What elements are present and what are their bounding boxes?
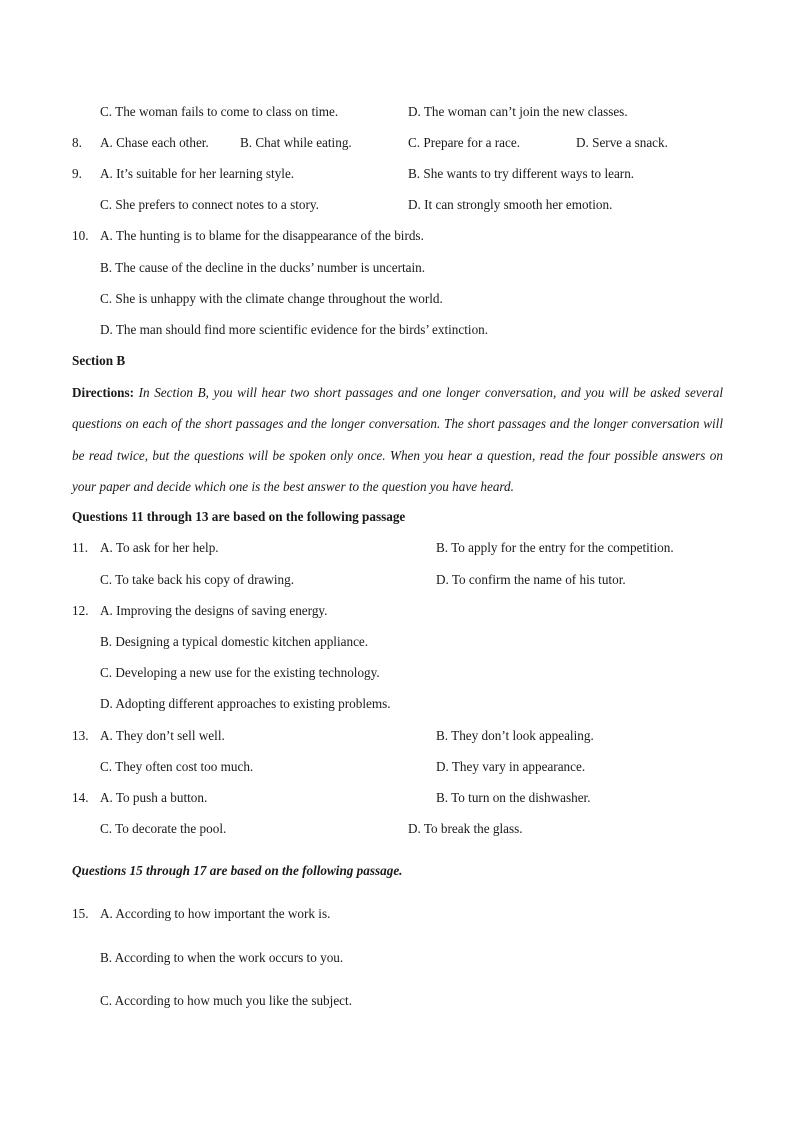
- q9-number: 9.: [72, 166, 82, 181]
- q10-option-a: A. The hunting is to blame for the disappearance of the birds.: [100, 228, 424, 243]
- q10-option-d: D. The man should find more scientific evidence for the birds’ extinction.: [100, 322, 489, 337]
- q11-option-a: A. To ask for her help.: [100, 540, 219, 555]
- q10-option-c: C. She is unhappy with the climate change throughout the world.: [100, 291, 443, 306]
- q11-option-c: C. To take back his copy of drawing.: [100, 572, 295, 587]
- q12-option-c: C. Developing a new use for the existing technology.: [100, 665, 380, 680]
- directions-label: Directions:: [72, 385, 135, 400]
- q15-option-a: A. According to how important the work is.: [100, 906, 331, 921]
- q14-option-a: A. To push a button.: [100, 790, 208, 805]
- q14-option-d: D. To break the glass.: [408, 821, 523, 836]
- q15-option-c: C. According to how much you like the subject.: [100, 993, 352, 1008]
- section-b-title: Section B: [72, 353, 126, 368]
- q11-option-d: D. To confirm the name of his tutor.: [436, 572, 626, 587]
- q7-option-c: C. The woman fails to come to class on time.: [100, 104, 339, 119]
- q9-option-b: B. She wants to try different ways to learn.: [408, 166, 635, 181]
- q11-number: 11.: [72, 540, 88, 555]
- q15-number: 15.: [72, 906, 89, 921]
- q12-option-a: A. Improving the designs of saving energy.: [100, 603, 328, 618]
- q12-option-d: D. Adopting different approaches to existing problems.: [100, 696, 391, 711]
- directions-text: In Section B, you will hear two short passages and one longer conversation, and you will be asked several questions on each of the short passages and the longer conversation. The short passages and the longer conversation will be read twice, but the questions will be spoken only once. When you hear a question, read the four possible answers on your paper and decide which one is the best answer to the question you have heard.: [72, 385, 723, 494]
- q8-option-b: B. Chat while eating.: [240, 135, 352, 150]
- q12-number: 12.: [72, 603, 89, 618]
- q13-option-b: B. They don’t look appealing.: [436, 728, 594, 743]
- q15-option-b: B. According to when the work occurs to you.: [100, 950, 344, 965]
- q14-option-c: C. To decorate the pool.: [100, 821, 227, 836]
- q7-option-d: D. The woman can’t join the new classes.: [408, 104, 628, 119]
- q12-option-b: B. Designing a typical domestic kitchen appliance.: [100, 634, 369, 649]
- q14-option-b: B. To turn on the dishwasher.: [436, 790, 591, 805]
- q13-option-c: C. They often cost too much.: [100, 759, 254, 774]
- q9-option-d: D. It can strongly smooth her emotion.: [408, 197, 613, 212]
- passage2-heading: Questions 15 through 17 are based on the following passage.: [72, 863, 403, 878]
- q8-number: 8.: [72, 135, 82, 150]
- q10-option-b: B. The cause of the decline in the ducks’ number is uncertain.: [100, 260, 426, 275]
- q9-option-c: C. She prefers to connect notes to a story.: [100, 197, 319, 212]
- q14-number: 14.: [72, 790, 89, 805]
- q13-option-d: D. They vary in appearance.: [436, 759, 586, 774]
- q9-option-a: A. It’s suitable for her learning style.: [100, 166, 295, 181]
- section-b-directions: [72, 377, 723, 502]
- passage1-heading: Questions 11 through 13 are based on the following passage: [72, 509, 406, 524]
- q11-option-b: B. To apply for the entry for the competition.: [436, 540, 674, 555]
- q10-number: 10.: [72, 228, 89, 243]
- q8-option-a: A. Chase each other.: [100, 135, 209, 150]
- q13-option-a: A. They don’t sell well.: [100, 728, 225, 743]
- q8-option-d: D. Serve a snack.: [576, 135, 668, 150]
- q8-option-c: C. Prepare for a race.: [408, 135, 521, 150]
- q13-number: 13.: [72, 728, 89, 743]
